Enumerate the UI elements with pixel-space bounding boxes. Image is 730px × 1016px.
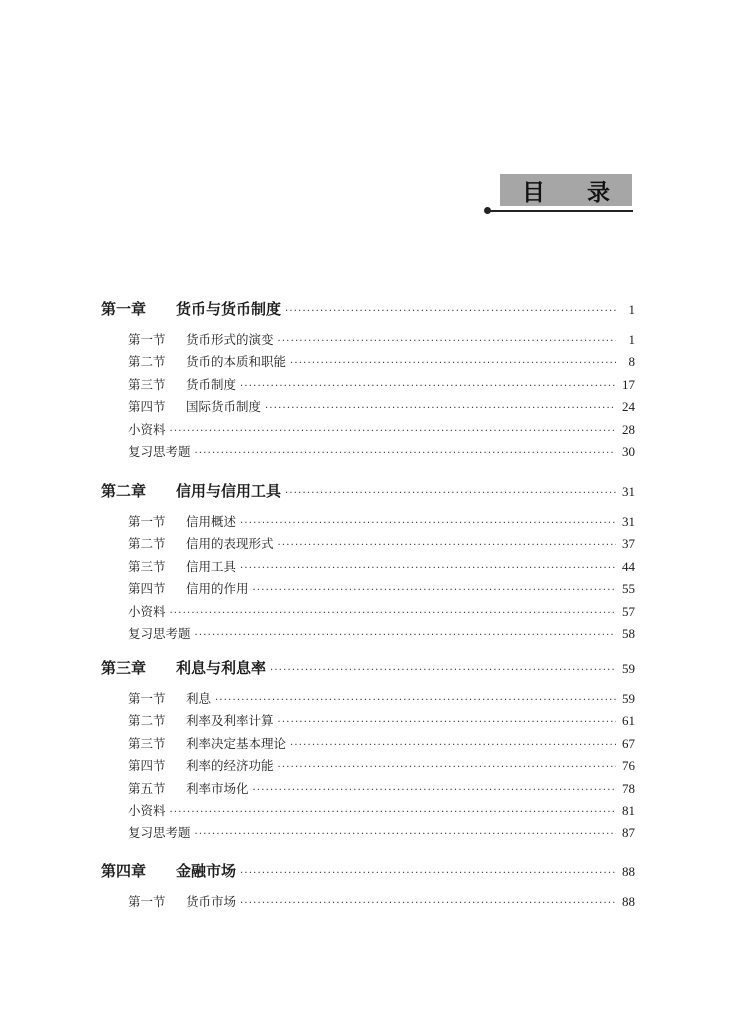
section-title: 利息 xyxy=(186,691,212,706)
section-number: 第二节 xyxy=(128,354,166,370)
section-title: 小资料 xyxy=(128,421,166,437)
dot-leader xyxy=(290,358,616,369)
dot-leader xyxy=(170,807,616,818)
toc-section-entry[interactable] xyxy=(128,330,635,348)
dot-leader xyxy=(270,665,616,676)
dot-leader xyxy=(240,381,616,392)
toc-section-entry[interactable] xyxy=(128,375,635,393)
section-page-number: 81 xyxy=(622,803,635,818)
toc-section-entry[interactable] xyxy=(128,397,635,415)
dot-leader xyxy=(265,403,616,414)
toc-section-entry[interactable] xyxy=(128,442,635,460)
section-title: 利率及利率计算 xyxy=(186,713,274,729)
toc-title-char-1: 目 xyxy=(522,179,545,206)
toc-section-entry[interactable] xyxy=(128,624,635,642)
toc-section-entry[interactable] xyxy=(128,779,635,797)
section-number: 第一节 xyxy=(128,514,166,529)
section-number: 第二节 xyxy=(128,536,166,552)
section-title: 小资料 xyxy=(128,803,166,818)
chapter-title: 信用与信用工具 xyxy=(176,482,282,500)
chapter-title: 利息与利息率 xyxy=(176,659,267,677)
section-page-number: 87 xyxy=(622,825,635,841)
toc-section-entry[interactable] xyxy=(128,711,635,729)
dot-leader xyxy=(278,762,616,773)
section-number: 第一节 xyxy=(128,691,166,706)
section-page-number: 88 xyxy=(622,894,635,909)
section-page-number: 17 xyxy=(622,376,635,392)
dot-leader xyxy=(240,868,616,879)
section-page-number: 57 xyxy=(622,603,635,619)
section-number: 第四节 xyxy=(128,399,166,415)
dot-leader xyxy=(285,488,616,499)
dot-leader xyxy=(253,585,616,596)
chapter-number: 第二章 xyxy=(101,482,147,500)
toc-chapter-entry[interactable] xyxy=(101,860,635,881)
section-number: 第四节 xyxy=(128,758,166,774)
section-number: 第四节 xyxy=(128,581,166,597)
dot-leader xyxy=(240,563,616,574)
section-page-number: 78 xyxy=(622,780,635,796)
section-title: 复习思考题 xyxy=(128,444,191,459)
chapter-page-number: 88 xyxy=(622,864,635,879)
dot-leader xyxy=(278,540,616,551)
section-number: 第一节 xyxy=(128,332,166,347)
toc-section-entry[interactable] xyxy=(128,420,635,438)
section-title: 信用工具 xyxy=(186,558,237,574)
section-title: 国际货币制度 xyxy=(186,399,262,415)
section-page-number: 31 xyxy=(622,514,635,529)
section-title: 信用的表现形式 xyxy=(186,536,274,552)
section-page-number: 37 xyxy=(622,536,635,552)
dot-leader xyxy=(278,336,616,347)
toc-section-entry[interactable] xyxy=(128,602,635,620)
section-page-number: 76 xyxy=(622,758,635,774)
section-page-number: 58 xyxy=(622,626,635,641)
section-title: 货币形式的演变 xyxy=(186,332,274,347)
toc-section-entry[interactable] xyxy=(128,352,635,370)
section-title: 利率市场化 xyxy=(186,780,249,796)
section-page-number: 24 xyxy=(622,399,635,415)
toc-section-entry[interactable] xyxy=(128,689,635,707)
section-page-number: 1 xyxy=(628,332,635,347)
section-title: 货币的本质和职能 xyxy=(186,354,287,370)
section-title: 利率的经济功能 xyxy=(186,758,274,774)
section-page-number: 44 xyxy=(622,558,635,574)
section-title: 利率决定基本理论 xyxy=(186,735,287,751)
section-title: 货币市场 xyxy=(186,894,237,909)
section-number: 第三节 xyxy=(128,735,166,751)
section-title: 信用概述 xyxy=(186,514,237,529)
toc-section-entry[interactable] xyxy=(128,512,635,530)
dot-leader xyxy=(170,426,616,437)
toc-section-entry[interactable] xyxy=(128,892,635,910)
chapter-title: 金融市场 xyxy=(176,862,237,880)
section-page-number: 8 xyxy=(628,354,635,370)
section-page-number: 28 xyxy=(622,421,635,437)
section-title: 复习思考题 xyxy=(128,626,191,641)
toc-section-entry[interactable] xyxy=(128,557,635,575)
section-number: 第一节 xyxy=(128,894,166,909)
section-number: 第三节 xyxy=(128,558,166,574)
dot-leader xyxy=(195,829,616,840)
chapter-page-number: 31 xyxy=(622,484,635,499)
chapter-number: 第一章 xyxy=(101,300,147,318)
dot-leader xyxy=(170,608,616,619)
section-page-number: 30 xyxy=(622,444,635,459)
toc-section-entry[interactable] xyxy=(128,756,635,774)
dot-leader xyxy=(290,740,616,751)
section-title: 信用的作用 xyxy=(186,581,249,597)
chapter-page-number: 59 xyxy=(622,661,635,676)
dot-leader xyxy=(285,306,616,317)
section-page-number: 61 xyxy=(622,713,635,729)
section-number: 第五节 xyxy=(128,780,166,796)
toc-chapter-entry[interactable] xyxy=(101,657,635,678)
section-page-number: 55 xyxy=(622,581,635,597)
section-title: 复习思考题 xyxy=(128,825,191,841)
chapter-number: 第三章 xyxy=(101,659,147,677)
toc-section-entry[interactable] xyxy=(128,579,635,597)
dot-leader xyxy=(240,898,616,909)
toc-section-entry[interactable] xyxy=(128,534,635,552)
section-title: 小资料 xyxy=(128,603,166,619)
toc-section-entry[interactable] xyxy=(128,734,635,752)
section-page-number: 59 xyxy=(622,691,635,706)
chapter-page-number: 1 xyxy=(628,302,635,317)
section-title: 货币制度 xyxy=(186,376,237,392)
chapter-number: 第四章 xyxy=(101,862,147,880)
dot-leader xyxy=(253,785,616,796)
section-page-number: 67 xyxy=(622,735,635,751)
dot-leader xyxy=(278,717,616,728)
toc-title-char-2: 录 xyxy=(587,179,610,206)
toc-section-entry[interactable] xyxy=(128,823,635,841)
section-number: 第三节 xyxy=(128,376,166,392)
section-number: 第二节 xyxy=(128,713,166,729)
toc-chapter-entry[interactable] xyxy=(101,298,635,319)
dot-leader xyxy=(195,448,616,459)
dot-leader xyxy=(240,518,616,529)
dot-leader xyxy=(215,695,616,706)
dot-leader xyxy=(195,630,616,641)
chapter-title: 货币与货币制度 xyxy=(176,300,282,318)
toc-section-entry[interactable] xyxy=(128,801,635,819)
toc-chapter-entry[interactable] xyxy=(101,480,635,501)
